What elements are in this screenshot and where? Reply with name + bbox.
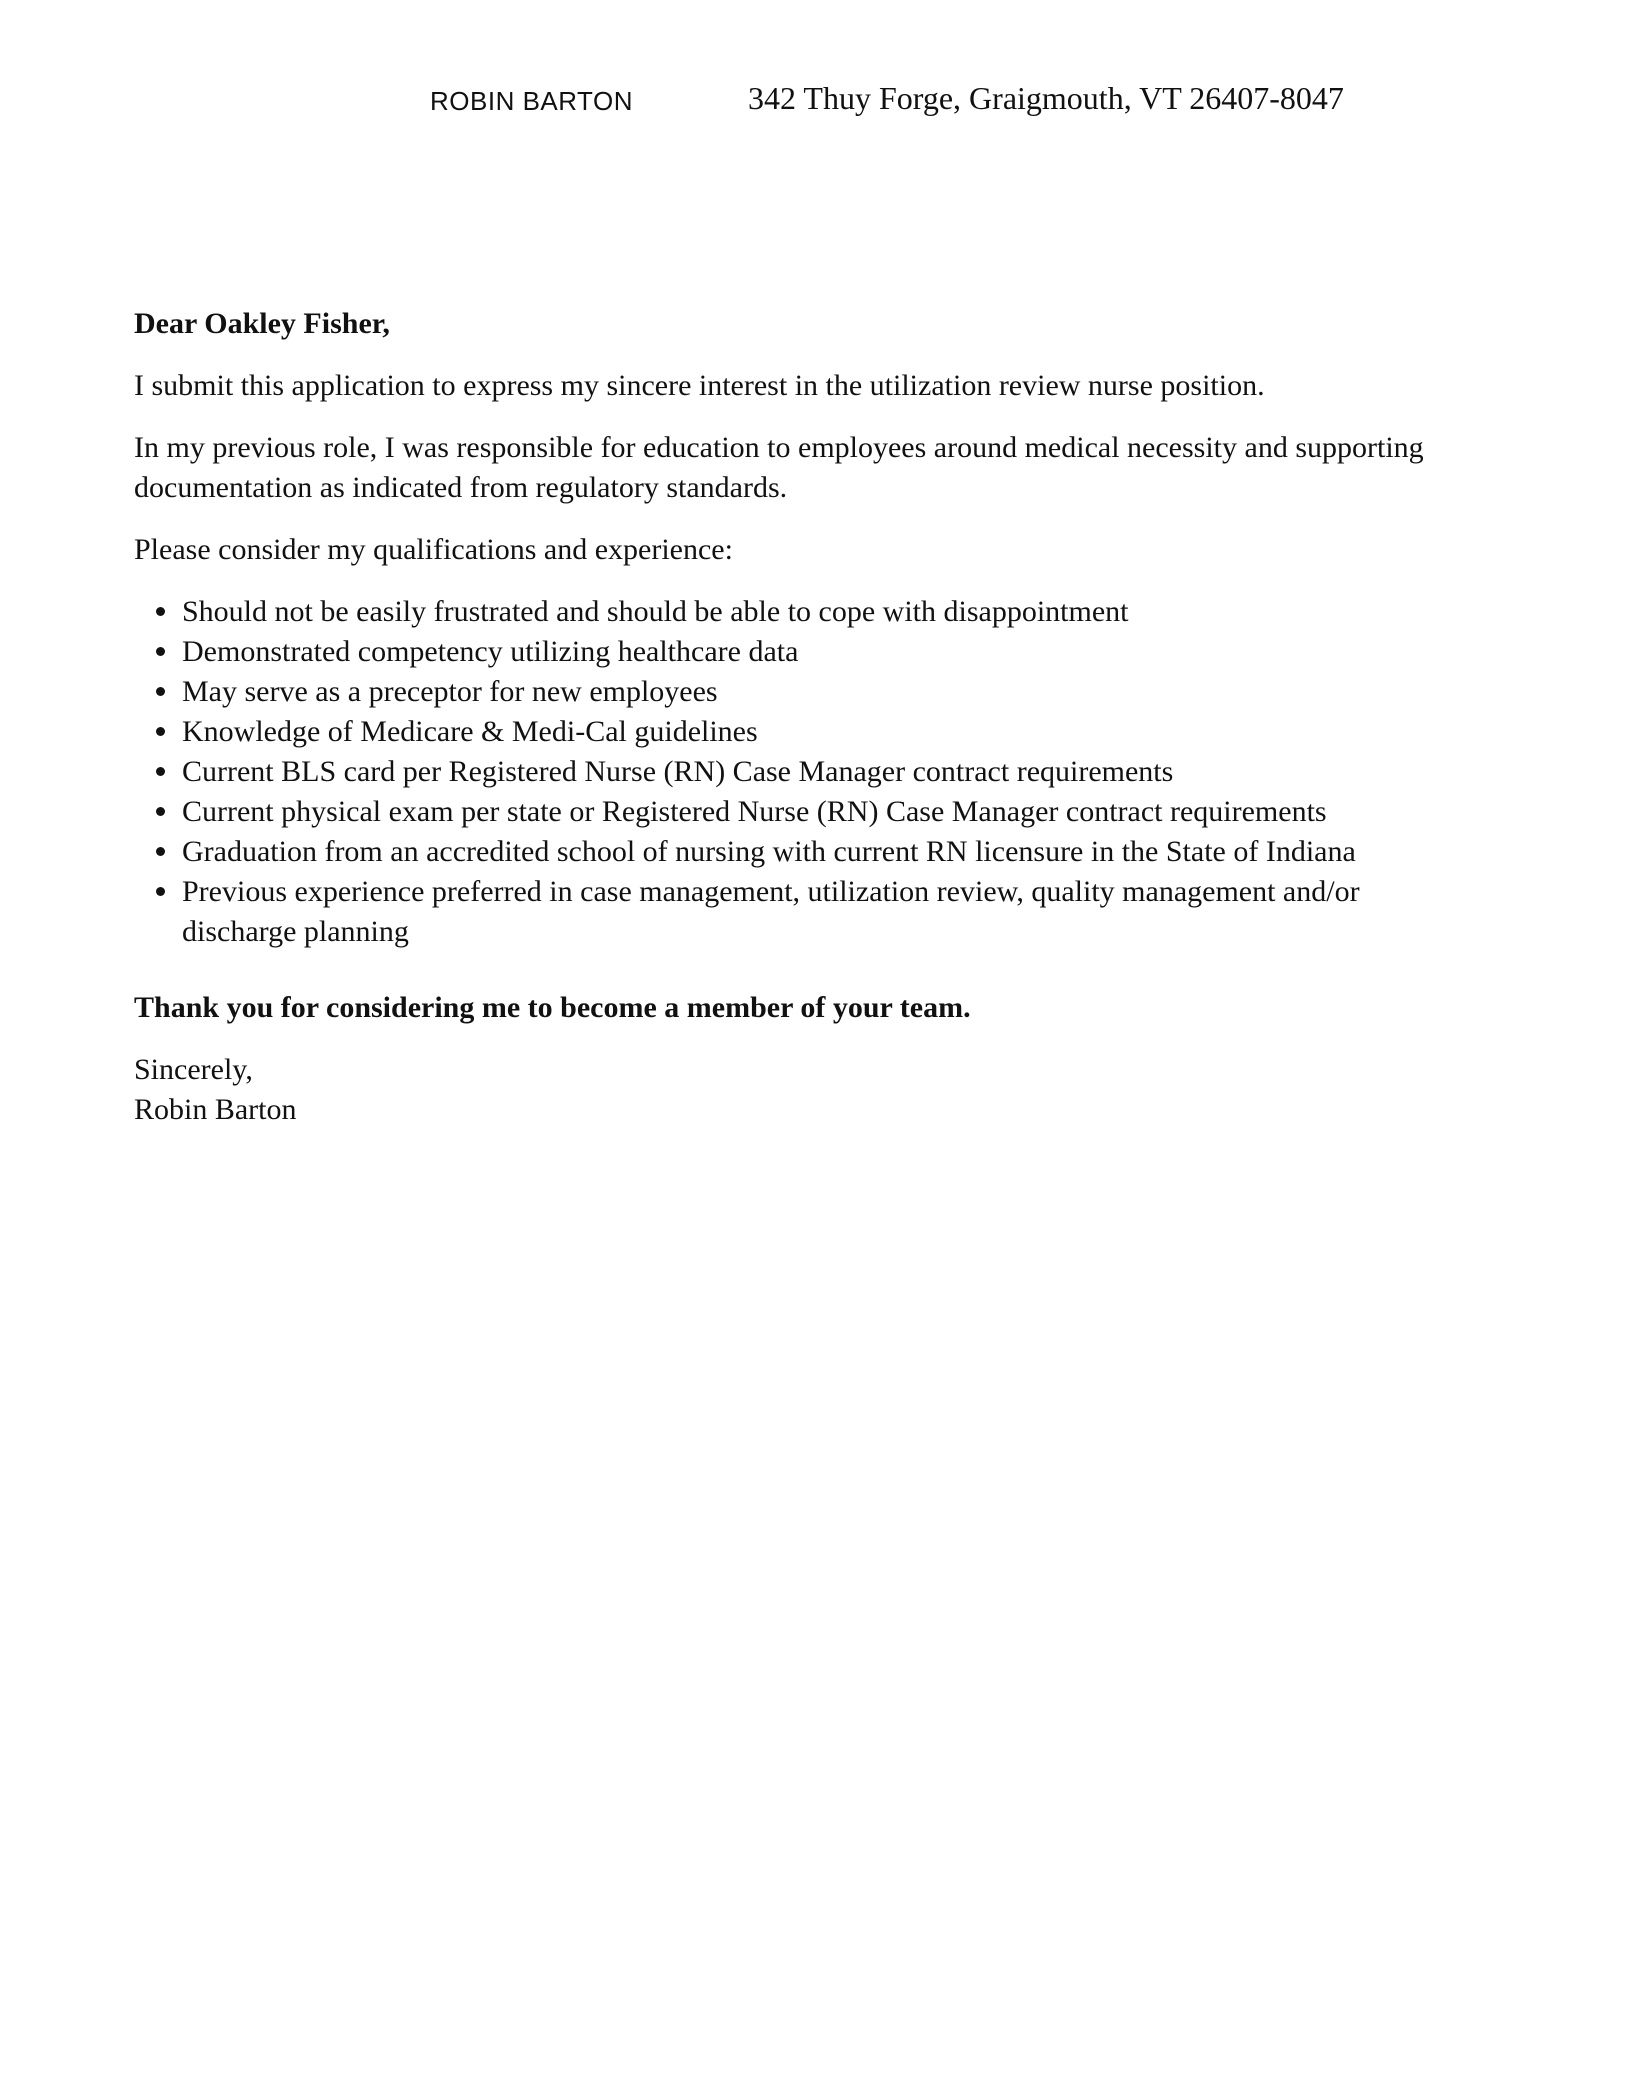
qualifications-list (134, 592, 1474, 952)
salutation: Dear Oakley Fisher, (134, 307, 390, 340)
signoff: Sincerely, (134, 1053, 253, 1086)
qualification-text: Knowledge of Medicare & Medi-Cal guidelines (182, 715, 758, 748)
qualification-text: Demonstrated competency utilizing healthcare data (182, 635, 799, 668)
qualification-text: Previous experience preferred in case management, utilization review, quality management and/or discharge planning (182, 875, 1360, 948)
letter-header (0, 80, 1632, 120)
previous-role-paragraph: In my previous role, I was responsible for education to employees around medical necessity and supporting documentation as indicated from regulatory standards. (134, 431, 1424, 504)
list-item (134, 712, 1474, 752)
intro-paragraph: I submit this application to express my sincere interest in the utilization review nurse position. (134, 369, 1265, 402)
list-item (134, 592, 1474, 632)
bullet-icon (156, 807, 165, 816)
list-item (134, 792, 1474, 832)
qualification-text: Current BLS card per Registered Nurse (RN) Case Manager contract requirements (182, 755, 1174, 788)
bullet-icon (156, 887, 165, 896)
list-item (134, 832, 1474, 872)
qualifications-intro: Please consider my qualifications and experience: (134, 533, 733, 566)
bullet-icon (156, 607, 165, 616)
list-item (134, 672, 1474, 712)
bullet-icon (156, 687, 165, 696)
qualification-text: Should not be easily frustrated and should be able to cope with disappointment (182, 595, 1129, 628)
qualification-text: May serve as a preceptor for new employees (182, 675, 718, 708)
list-item (134, 752, 1474, 792)
list-item (134, 632, 1474, 672)
list-item (134, 872, 1474, 952)
letter-body (134, 304, 1474, 1130)
sender-address: 342 Thuy Forge, Graigmouth, VT 26407-8047 (748, 80, 1344, 116)
closing-statement: Thank you for considering me to become a member of your team. (134, 991, 971, 1024)
bullet-icon (156, 847, 165, 856)
bullet-icon (156, 727, 165, 736)
sender-name: ROBIN BARTON (430, 86, 633, 116)
bullet-icon (156, 767, 165, 776)
bullet-icon (156, 647, 165, 656)
signature-name: Robin Barton (134, 1093, 297, 1126)
qualification-text: Current physical exam per state or Registered Nurse (RN) Case Manager contract requirements (182, 795, 1327, 828)
qualification-text: Graduation from an accredited school of nursing with current RN licensure in the State of Indiana (182, 835, 1356, 868)
